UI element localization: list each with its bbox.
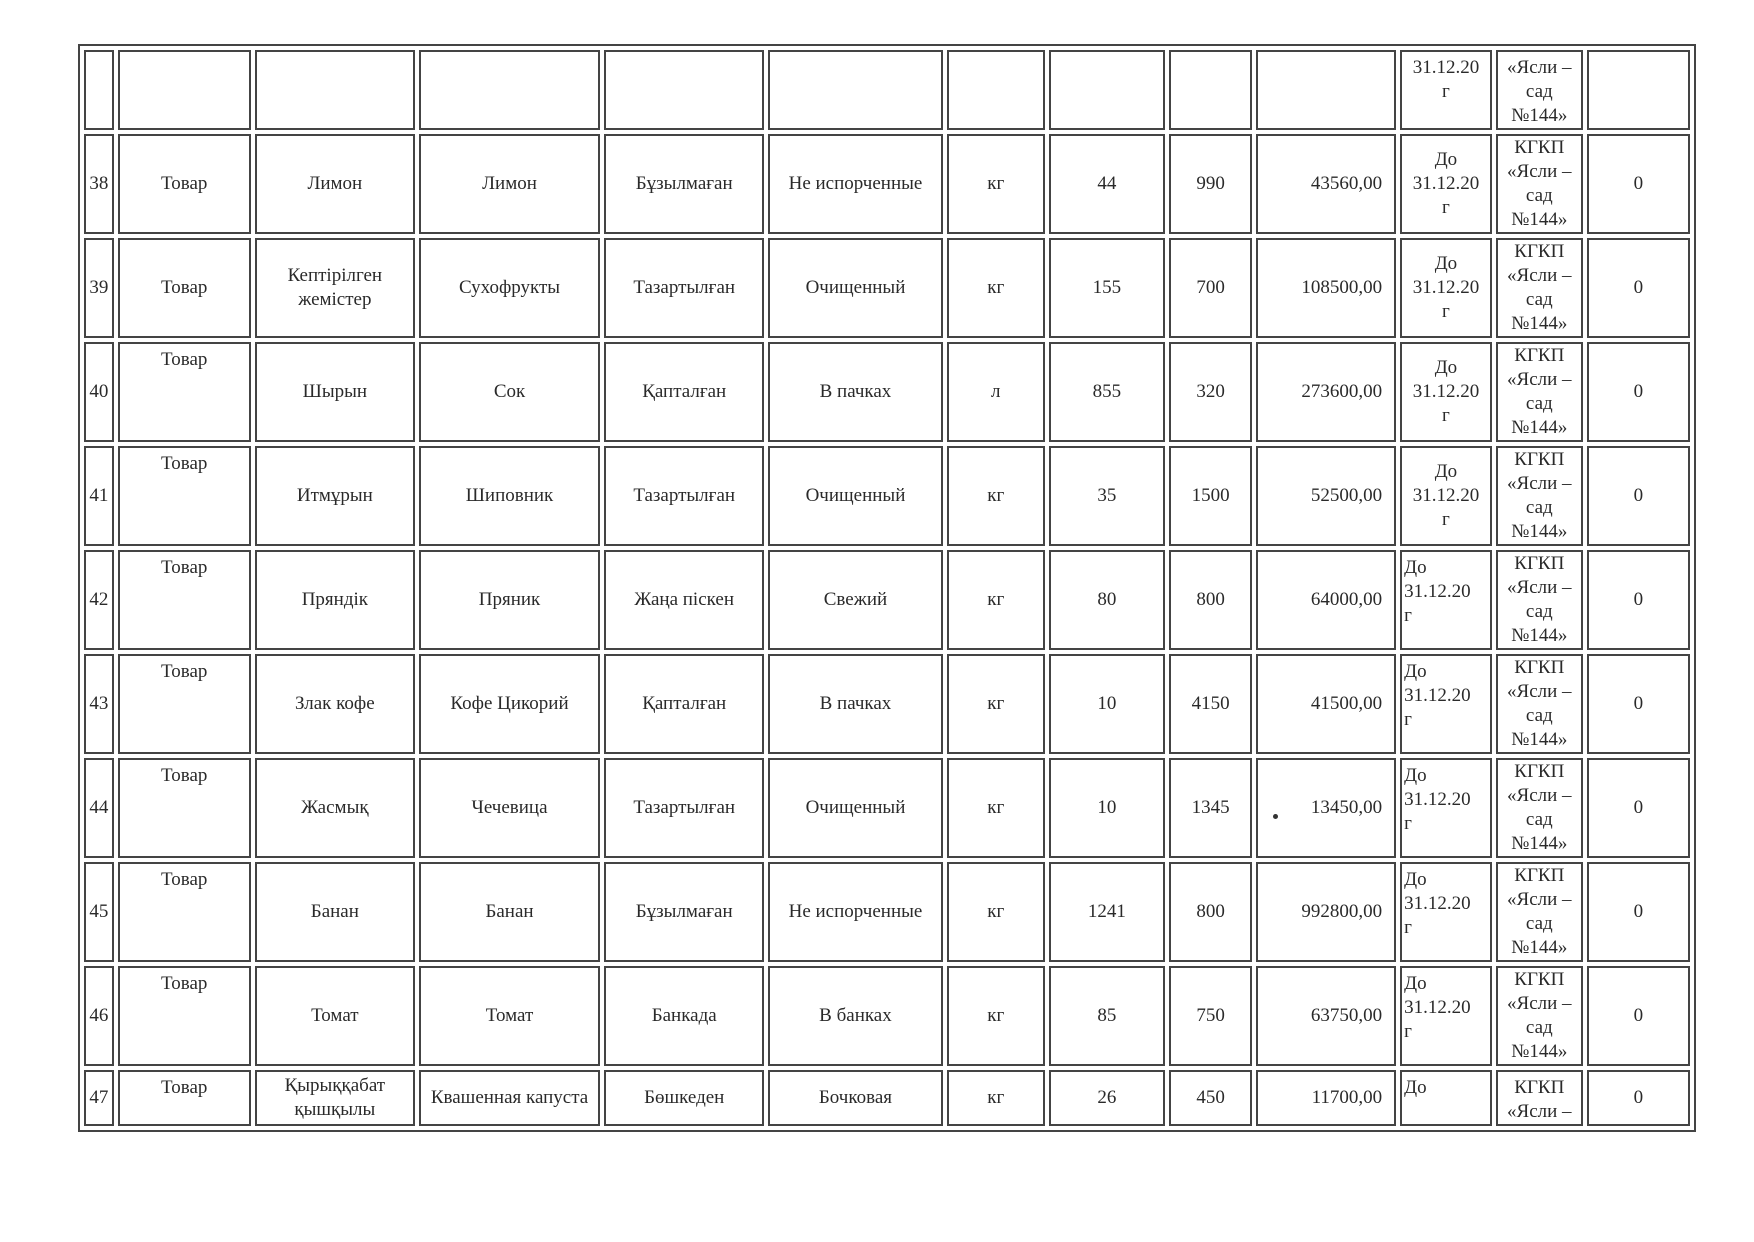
cell-deadline	[1400, 446, 1492, 546]
cell-organization	[1496, 134, 1583, 234]
cell-deadline	[1400, 862, 1492, 962]
org-line: «Ясли –	[1507, 473, 1572, 494]
cell-char-ru: Бочковая	[768, 1070, 942, 1126]
cell-char-ru: В пачках	[768, 654, 942, 754]
deadline-line: г	[1442, 405, 1450, 426]
cell-char-kz: Бұзылмаған	[604, 134, 764, 234]
deadline-line: 31.12.20	[1412, 57, 1480, 78]
cell-type: Товар	[118, 1070, 251, 1126]
org-line: сад	[1525, 809, 1553, 830]
cell-advance: 0	[1587, 654, 1690, 754]
org-line: КГКП	[1514, 241, 1565, 262]
org-line: №144»	[1511, 209, 1568, 230]
cell-organization	[1496, 342, 1583, 442]
cell-organization	[1496, 966, 1583, 1066]
cell-amount: 41500,00	[1256, 654, 1396, 754]
org-line: «Ясли –	[1507, 161, 1572, 182]
cell-qty	[1049, 50, 1165, 130]
cell-char-ru: Очищенный	[768, 446, 942, 546]
cell-char-ru: В банках	[768, 966, 942, 1066]
org-line: КГКП	[1514, 761, 1565, 782]
deadline-line: 31.12.20	[1412, 485, 1480, 506]
cell-unit: кг	[947, 550, 1046, 650]
cell-number: 39	[84, 238, 114, 338]
cell-type: Товар	[118, 758, 251, 858]
org-line: сад	[1525, 601, 1553, 622]
org-line: «Ясли –	[1507, 265, 1572, 286]
cell-name-kz: Итмұрын	[255, 446, 415, 546]
org-line: «Ясли –	[1507, 681, 1572, 702]
cell-deadline	[1400, 238, 1492, 338]
org-line: «Ясли –	[1507, 369, 1572, 390]
cell-name-kz	[255, 50, 415, 130]
cell-amount: 13450,00	[1256, 758, 1396, 858]
cell-name-ru: Банан	[419, 862, 600, 962]
cell-char-kz: Бөшкеден	[604, 1070, 764, 1126]
table-row	[84, 342, 1690, 442]
cell-price: 750	[1169, 966, 1253, 1066]
cell-qty: 155	[1049, 238, 1165, 338]
cell-unit: кг	[947, 862, 1046, 962]
cell-name-kz: Томат	[255, 966, 415, 1066]
org-line: №144»	[1511, 625, 1568, 646]
cell-name-ru: Шиповник	[419, 446, 600, 546]
cell-qty: 35	[1049, 446, 1165, 546]
table-row	[84, 238, 1690, 338]
deadline-line: До	[1404, 661, 1427, 682]
cell-type: Товар	[118, 550, 251, 650]
cell-name-ru: Кофе Цикорий	[419, 654, 600, 754]
cell-unit: кг	[947, 758, 1046, 858]
cell-number: 38	[84, 134, 114, 234]
cell-char-ru: В пачках	[768, 342, 942, 442]
cell-char-ru: Свежий	[768, 550, 942, 650]
table-row	[84, 758, 1690, 858]
cell-amount: 11700,00	[1256, 1070, 1396, 1126]
cell-price: 700	[1169, 238, 1253, 338]
org-line: «Ясли –	[1507, 577, 1572, 598]
org-line: №144»	[1511, 313, 1568, 334]
org-line: сад	[1525, 289, 1553, 310]
org-line: №144»	[1511, 417, 1568, 438]
deadline-line: До	[1434, 357, 1458, 378]
deadline-line: 31.12.20	[1404, 685, 1471, 706]
org-line: КГКП	[1514, 969, 1565, 990]
deadline-line: г	[1404, 917, 1412, 938]
deadline-line: До	[1434, 253, 1458, 274]
cell-organization	[1496, 238, 1583, 338]
cell-number: 44	[84, 758, 114, 858]
deadline-line: г	[1442, 197, 1450, 218]
cell-number: 41	[84, 446, 114, 546]
cell-qty: 44	[1049, 134, 1165, 234]
cell-unit: кг	[947, 1070, 1046, 1126]
cell-name-ru: Сок	[419, 342, 600, 442]
cell-number: 40	[84, 342, 114, 442]
deadline-line: г	[1404, 1021, 1412, 1042]
cell-price: 4150	[1169, 654, 1253, 754]
cell-deadline	[1400, 550, 1492, 650]
cell-char-kz: Тазартылған	[604, 238, 764, 338]
cell-name-kz: Қырыққабат қышқылы	[255, 1070, 415, 1126]
cell-char-ru	[768, 50, 942, 130]
cell-unit: кг	[947, 446, 1046, 546]
deadline-line: До	[1404, 765, 1427, 786]
cell-unit	[947, 50, 1046, 130]
cell-name-ru: Сухофрукты	[419, 238, 600, 338]
cell-qty: 855	[1049, 342, 1165, 442]
cell-char-ru: Не испорченные	[768, 134, 942, 234]
cell-name-ru: Томат	[419, 966, 600, 1066]
cell-char-kz: Қапталған	[604, 654, 764, 754]
cell-amount: 108500,00	[1256, 238, 1396, 338]
cell-amount: 52500,00	[1256, 446, 1396, 546]
cell-char-ru: Не испорченные	[768, 862, 942, 962]
cell-price: 1500	[1169, 446, 1253, 546]
cell-advance: 0	[1587, 1070, 1690, 1126]
cell-number: 45	[84, 862, 114, 962]
cell-char-kz: Тазартылған	[604, 446, 764, 546]
cell-advance: 0	[1587, 342, 1690, 442]
org-line: сад	[1525, 913, 1553, 934]
cell-amount	[1256, 50, 1396, 130]
cell-char-kz: Бұзылмаған	[604, 862, 764, 962]
cell-qty: 1241	[1049, 862, 1165, 962]
deadline-line: До	[1434, 461, 1458, 482]
org-line: №144»	[1511, 937, 1568, 958]
cell-deadline	[1400, 758, 1492, 858]
deadline-line: До	[1434, 149, 1458, 170]
table-row	[84, 446, 1690, 546]
org-line: №144»	[1511, 521, 1568, 542]
cell-unit: кг	[947, 654, 1046, 754]
cell-qty: 80	[1049, 550, 1165, 650]
cell-organization	[1496, 862, 1583, 962]
cell-organization	[1496, 446, 1583, 546]
org-line: КГКП	[1514, 345, 1565, 366]
table-row	[84, 862, 1690, 962]
deadline-line: г	[1442, 509, 1450, 530]
cell-deadline	[1400, 654, 1492, 754]
cell-unit: кг	[947, 966, 1046, 1066]
cell-unit: кг	[947, 238, 1046, 338]
org-line: «Ясли –	[1507, 993, 1572, 1014]
cell-unit: л	[947, 342, 1046, 442]
cell-price: 1345	[1169, 758, 1253, 858]
cell-amount: 273600,00	[1256, 342, 1396, 442]
table-row	[84, 1070, 1690, 1126]
cell-deadline	[1400, 134, 1492, 234]
cell-deadline	[1400, 342, 1492, 442]
cell-type	[118, 50, 251, 130]
table-body	[84, 50, 1690, 1126]
cell-advance: 0	[1587, 446, 1690, 546]
procurement-table	[78, 44, 1696, 1132]
cell-name-kz: Жасмық	[255, 758, 415, 858]
cell-name-ru: Лимон	[419, 134, 600, 234]
deadline-line: До	[1404, 1077, 1427, 1098]
deadline-line: 31.12.20	[1404, 581, 1471, 602]
cell-type: Товар	[118, 446, 251, 546]
deadline-line: г	[1404, 813, 1412, 834]
cell-deadline	[1400, 966, 1492, 1066]
cell-price: 320	[1169, 342, 1253, 442]
org-line: №144»	[1511, 729, 1568, 750]
cell-advance: 0	[1587, 238, 1690, 338]
cell-number: 43	[84, 654, 114, 754]
cell-organization	[1496, 50, 1583, 130]
cell-advance: 0	[1587, 862, 1690, 962]
deadline-line: 31.12.20	[1404, 997, 1471, 1018]
org-line: КГКП	[1514, 865, 1565, 886]
cell-advance: 0	[1587, 550, 1690, 650]
cell-amount: 63750,00	[1256, 966, 1396, 1066]
org-line: КГКП	[1514, 1077, 1565, 1098]
deadline-line: До	[1404, 557, 1427, 578]
deadline-line: 31.12.20	[1404, 789, 1471, 810]
cell-advance: 0	[1587, 758, 1690, 858]
cell-deadline	[1400, 50, 1492, 130]
cell-name-kz: Кептірілген жемістер	[255, 238, 415, 338]
cell-type: Товар	[118, 654, 251, 754]
table-row	[84, 134, 1690, 234]
deadline-line: 31.12.20	[1404, 893, 1471, 914]
org-line: №144»	[1511, 105, 1568, 126]
cell-name-ru: Квашенная капуста	[419, 1070, 600, 1126]
table-row	[84, 654, 1690, 754]
org-line: №144»	[1511, 1041, 1568, 1062]
org-line: сад	[1525, 705, 1553, 726]
cell-organization	[1496, 654, 1583, 754]
scan-speck	[1273, 814, 1278, 819]
cell-price	[1169, 50, 1253, 130]
cell-amount: 43560,00	[1256, 134, 1396, 234]
table-row	[84, 966, 1690, 1066]
org-line: КГКП	[1514, 449, 1565, 470]
cell-char-kz: Қапталған	[604, 342, 764, 442]
cell-char-ru: Очищенный	[768, 758, 942, 858]
org-line: КГКП	[1514, 657, 1565, 678]
cell-organization	[1496, 758, 1583, 858]
table-row	[84, 550, 1690, 650]
cell-number	[84, 50, 114, 130]
cell-qty: 26	[1049, 1070, 1165, 1126]
table-row-partial	[84, 50, 1690, 130]
deadline-line: 31.12.20	[1412, 381, 1480, 402]
cell-type: Товар	[118, 134, 251, 234]
cell-advance: 0	[1587, 134, 1690, 234]
deadline-line: 31.12.20	[1412, 277, 1480, 298]
cell-amount: 64000,00	[1256, 550, 1396, 650]
cell-name-kz: Лимон	[255, 134, 415, 234]
cell-type: Товар	[118, 862, 251, 962]
cell-amount: 992800,00	[1256, 862, 1396, 962]
cell-advance	[1587, 50, 1690, 130]
deadline-line: г	[1404, 605, 1412, 626]
org-line: «Ясли –	[1507, 889, 1572, 910]
cell-qty: 10	[1049, 758, 1165, 858]
org-line: «Ясли –	[1507, 57, 1572, 78]
cell-number: 46	[84, 966, 114, 1066]
cell-name-ru	[419, 50, 600, 130]
org-line: сад	[1525, 1017, 1553, 1038]
cell-price: 450	[1169, 1070, 1253, 1126]
cell-deadline	[1400, 1070, 1492, 1126]
cell-number: 42	[84, 550, 114, 650]
cell-name-kz: Злак кофе	[255, 654, 415, 754]
org-line: сад	[1525, 497, 1553, 518]
org-line: «Ясли –	[1507, 1101, 1572, 1122]
cell-char-kz: Банкада	[604, 966, 764, 1066]
org-line: сад	[1525, 81, 1553, 102]
cell-name-kz: Банан	[255, 862, 415, 962]
org-line: «Ясли –	[1507, 785, 1572, 806]
deadline-line: 31.12.20	[1412, 173, 1480, 194]
cell-name-kz: Пряндік	[255, 550, 415, 650]
cell-unit: кг	[947, 134, 1046, 234]
org-line: №144»	[1511, 833, 1568, 854]
cell-qty: 85	[1049, 966, 1165, 1066]
cell-char-ru: Очищенный	[768, 238, 942, 338]
cell-price: 800	[1169, 550, 1253, 650]
org-line: сад	[1525, 393, 1553, 414]
cell-name-kz: Шырын	[255, 342, 415, 442]
deadline-line: г	[1442, 301, 1450, 322]
cell-qty: 10	[1049, 654, 1165, 754]
cell-number: 47	[84, 1070, 114, 1126]
org-line: сад	[1525, 185, 1553, 206]
cell-price: 990	[1169, 134, 1253, 234]
cell-type: Товар	[118, 238, 251, 338]
deadline-line: До	[1404, 973, 1427, 994]
deadline-line: До	[1404, 869, 1427, 890]
cell-organization	[1496, 550, 1583, 650]
deadline-line: г	[1404, 709, 1412, 730]
cell-name-ru: Пряник	[419, 550, 600, 650]
cell-advance: 0	[1587, 966, 1690, 1066]
cell-char-kz	[604, 50, 764, 130]
cell-char-kz: Тазартылған	[604, 758, 764, 858]
cell-type: Товар	[118, 342, 251, 442]
org-line: КГКП	[1514, 137, 1565, 158]
cell-price: 800	[1169, 862, 1253, 962]
deadline-line: г	[1442, 81, 1450, 102]
cell-char-kz: Жаңа піскен	[604, 550, 764, 650]
org-line: КГКП	[1514, 553, 1565, 574]
cell-type: Товар	[118, 966, 251, 1066]
cell-organization	[1496, 1070, 1583, 1126]
cell-name-ru: Чечевица	[419, 758, 600, 858]
